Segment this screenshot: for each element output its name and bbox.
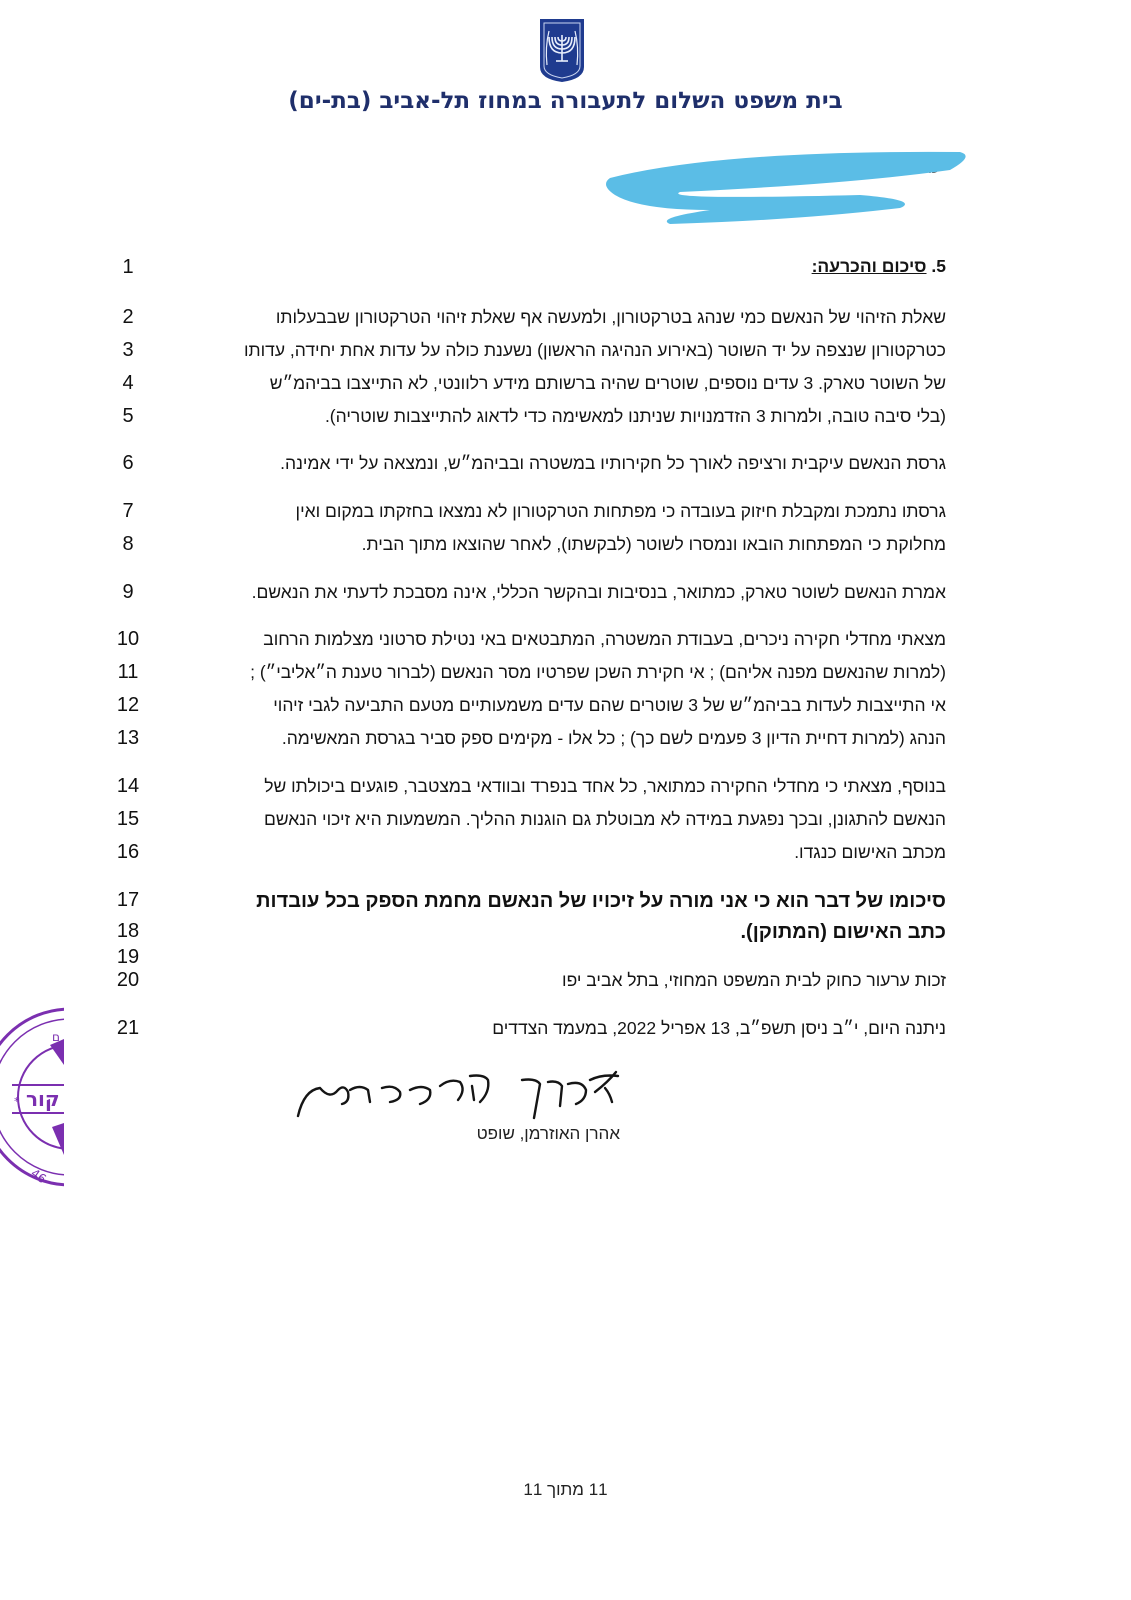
text-line: של השוטר טארק. 3 עדים נוספים, שוטרים שהיה ברשותם מידע רלוונטי, לא התייצבו בביהמ״ש: [269, 373, 946, 393]
section-title: סיכום והכרעה:: [811, 256, 927, 276]
text-line: בנוסף, מצאתי כי מחדלי החקירה כמתואר, כל אחד בנפרד ובוודאי במצטבר, פוגעים ביכולתו של: [264, 776, 946, 796]
line-number: 15: [116, 808, 140, 830]
text-line: (למרות שהנאשם מפנה אליהם) ; אי חקירת השכן שפרטיו מסר הנאשם (לברור טענת ה״אליבי״) ;: [250, 662, 946, 682]
text-line: הנאשם להתגונן, ובכך נפגעת במידה לא מבוטלת גם הוגנות ההליך. המשמעות היא זיכוי הנאשם: [264, 809, 946, 829]
line-number: 6: [122, 452, 134, 474]
line-number: 17: [116, 889, 140, 911]
ruling-line: כתב האישום (המתוקן).: [740, 921, 946, 943]
line-number: 19: [116, 946, 140, 968]
judge-name: אהרן האוזרמן, שופט: [476, 1124, 620, 1143]
line-number: 4: [122, 372, 134, 394]
text-line: זכות ערעור כחוק לבית המשפט המחוזי, בתל אביב יפו: [562, 970, 946, 990]
svg-text:46: 46: [28, 1165, 49, 1187]
handwritten-signature: [290, 1060, 635, 1126]
line-number: 18: [116, 920, 140, 942]
line-number: 10: [116, 628, 140, 650]
text-line: ניתנה היום, י״ב ניסן תשפ״ב, 13 אפריל 2022, במעמד הצדדים: [492, 1018, 946, 1038]
text-line: שאלת הזיהוי של הנאשם כמי שנהג בטרקטורון, ולמעשה אף שאלת זיהוי הטרקטורון שבבעלותו: [275, 307, 946, 327]
svg-text:ם: ם: [52, 1030, 60, 1044]
text-line: מכתב האישום כנגדו.: [794, 842, 946, 862]
court-title: בית משפט השלום לתעבורה במחוז תל-אביב (בת-ים): [288, 88, 843, 114]
ruling-line: סיכומו של דבר הוא כי אני מורה על זיכויו של הנאשם מחמת הספק בכל עובדות: [256, 890, 946, 912]
line-number: 1: [122, 256, 134, 278]
line-number: 12: [116, 694, 140, 716]
court-stamp: [0, 1005, 64, 1195]
line-number: 9: [122, 581, 134, 603]
page-number: 11 מתוך 11: [523, 1480, 608, 1499]
text-line: גרסת הנאשם עיקבית ורציפה לאורך כל חקירותיו במשטרה ובביהמ״ש, ונמצאה על ידי אמינה.: [280, 453, 946, 473]
line-number: 21: [116, 1017, 140, 1039]
line-number: 11: [117, 661, 139, 683]
text-line: אי התייצבות לעדות בביהמ״ש של 3 שוטרים שהם עדים משמעותיים מטעם התביעה לגבי זיהוי: [273, 695, 946, 715]
svg-text:*: *: [14, 1095, 20, 1108]
state-emblem-icon: [537, 17, 587, 83]
text-line: מצאתי מחדלי חקירה ניכרים, בעבודת המשטרה, המתבטאים באי נטילת סרטוני מצלמות הרחוב: [263, 629, 946, 649]
line-number: 5: [122, 405, 134, 427]
text-line: גרסתו נתמכת ומקבלת חיזוק בעובדה כי מפתחות הטרקטורון לא נמצאו בחזקתו במקום ואין: [295, 501, 946, 521]
line-number: 13: [116, 727, 140, 749]
text-line: (בלי סיבה טובה, ולמרות 3 הזדמנויות שניתנו למאשימה כדי לדאוג להתייצבות שוטריה).: [324, 406, 946, 426]
line-number: 7: [122, 500, 134, 522]
svg-text:קור: קור: [26, 1087, 60, 1111]
line-number: 2: [122, 306, 134, 328]
text-line: אמרת הנאשם לשוטר טארק, כמתואר, בנסיבות ובהקשר הכללי, אינה מסבכת לדעתי את הנאשם.: [251, 582, 946, 602]
section-heading: [168, 258, 946, 276]
line-number: 16: [116, 841, 140, 863]
stamp-seal-icon: [0, 1005, 64, 1195]
line-number: 8: [122, 533, 134, 555]
line-number: 3: [122, 339, 134, 361]
text-line: כטרקטורון שנצפה על יד השוטר (באירוע הנהיגה הראשון) נשענת כולה על עדות אחת יחידה, עדותו: [244, 340, 946, 360]
line-number: 20: [116, 969, 140, 991]
line-number: 14: [116, 775, 140, 797]
redaction-mark: [600, 140, 980, 240]
text-line: מחלוקת כי המפתחות הובאו ונמסרו לשוטר (לבקשתו), לאחר שהוצאו מתוך הבית.: [361, 534, 946, 554]
text-line: הנהג (למרות דחיית הדיון 3 פעמים לשם כך) ; כל אלו - מקימים ספק סביר בגרסת המאשימה.: [281, 728, 946, 748]
section-number: 5.: [931, 256, 946, 276]
